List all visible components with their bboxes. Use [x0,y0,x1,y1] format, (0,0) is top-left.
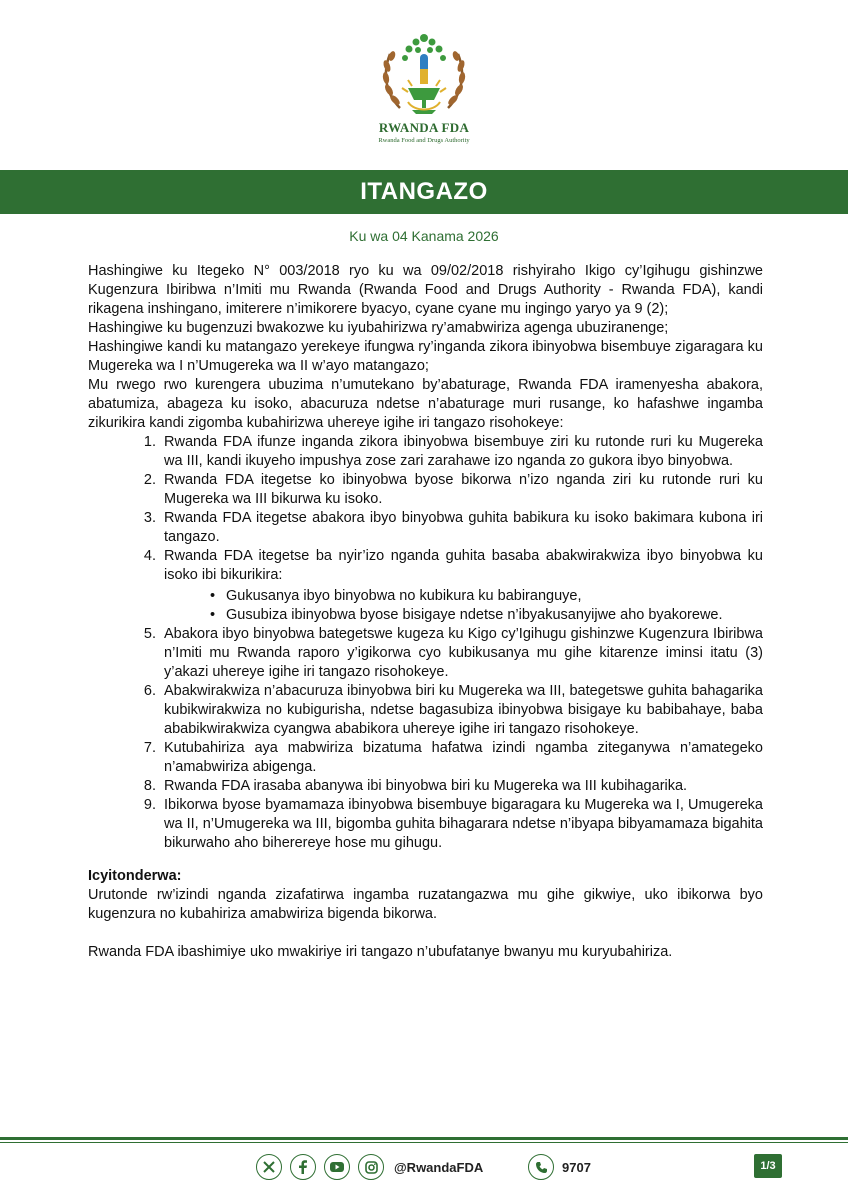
list-item-text: Rwanda FDA itegetse abakora ibyo binyobwa guhita babikura ku isoko bakimara kubona iri tangazo. [164,510,763,545]
measures-list [88,433,763,853]
list-item-text: Rwanda FDA ifunze inganda zikora ibinyobwa bisembuye ziri ku rutonde ruri ku Mugereka wa III, kandi ikuyeho impushya zose zari zarahawe izo nganda zo gukora ibyo binyobwa. [164,434,763,469]
preamble-paragraph: Hashingiwe ku Itegeko N° 003/2018 ryo ku wa 09/02/2018 rishyiraho Ikigo cy’Igihugu gishinzwe Kugenzura Ibiribwa n’Imiti mu Rwanda (Rwanda Food and Drugs Authority - Rwanda FDA), kandi rikagena inshingano, imiterere n’imikorere byacyo, cyane cyane mu ingingo yaryo ya 9 (2); [88,263,763,317]
list-item [160,625,763,682]
note-text: Urutonde rw’izindi nganda zizafatirwa ingamba ruzatangazwa mu gihe gikwiye, uko ibikorwa byo kugenzura no kubahiriza amabwiriza bigenda bikorwa. [88,887,763,922]
preamble-paragraph: Hashingiwe kandi ku matangazo yerekeye ifungwa ry’inganda zikora ibinyobwa bisembuye zigaragara ku Mugereka wa I n’Umugereka wa II w’ayo matangazo; [88,339,763,374]
footer-divider [0,1137,848,1140]
org-name: RWANDA FDA [378,120,470,135]
page-number: 1/3 [754,1154,782,1178]
closing-text: Rwanda FDA ibashimiye uko mwakiriye iri tangazo n’ubufatanye bwanyu mu kuryubahiriza. [88,944,673,960]
announcement-date: Ku wa 04 Kanama 2026 [349,228,499,244]
hotline-number[interactable]: 9707 [562,1159,591,1175]
list-item-text: Rwanda FDA itegetse ko ibinyobwa byose bikorwa n’izo nganda ziri ku rutonde ruri ku Mugereka wa III bikurwa ku isoko. [164,472,763,507]
footer [0,1150,848,1190]
list-item-text: Ibikorwa byose byamamaza ibinyobwa bisembuye bigaragara ku Mugereka wa I, Umugereka wa II, n’Umugereka wa III, bigomba guhita bihagarara ndetse n’ibyapa bibyamamaza bigahita bikurwaho aho biherereye hose mu gihugu. [164,797,763,851]
list-item [160,433,763,471]
preamble-paragraph: Hashingiwe ku bugenzuzi bwakozwe ku iyubahirizwa ry’amabwiriza agenga ubuziranenge; [88,320,669,336]
instagram-icon[interactable] [358,1154,384,1180]
list-item [160,796,763,853]
org-full-name: Rwanda Food and Drugs Authority [378,137,470,144]
list-item-text: Abakwirakwiza n’abacuruza ibinyobwa biri ku Mugereka wa III, bategetswe guhita bahagarika kubikwirakwiza no kubigurisha, ndetse bagasubiza ibinyobwa bisigaye ku babibahaye, baba ababikwirakwiza cyangwa ababikora uhereye igihe iri tangazo risohokeye. [164,683,763,737]
list-item [160,509,763,547]
list-item [160,547,763,625]
list-item-text: Rwanda FDA itegetse ba nyir’izo nganda guhita basaba abakwirakwiza ibyo binyobwa ku isoko ibi bikurikira: [164,548,763,583]
title-banner [0,170,848,214]
sub-list-item: • Gukusanya ibyo binyobwa no kubikura ku babiranguye, [206,587,763,606]
phone-icon[interactable] [528,1154,554,1180]
list-item [160,471,763,509]
youtube-icon[interactable] [324,1154,350,1180]
sub-list [164,587,763,625]
announcement-body [88,262,763,962]
list-item [160,682,763,739]
list-item-text: Kutubahiriza aya mabwiriza bizatuma hafatwa izindi ngamba ziteganywa n’amategeko n’amabwiriza abigenga. [164,740,763,775]
list-item [160,739,763,777]
list-item [160,777,763,796]
facebook-icon[interactable] [290,1154,316,1180]
sub-list-item: • Gusubiza ibinyobwa byose bisigaye ndetse n’ibyakusanyijwe aho byakorewe. [206,606,763,625]
social-links [256,1154,483,1180]
header-logo [0,30,848,148]
x-icon[interactable] [256,1154,282,1180]
note-heading: Icyitonderwa: [88,868,182,884]
list-item-text: Abakora ibyo binyobwa bategetswe kugeza ku Kigo cy’Igihugu gishinzwe Kugenzura Ibiribwa n’Imiti mu Rwanda raporo y’igikorwa cyo kubikusanya mu gihe kitarenze iminsi itatu (3) y’akazi uhereye igihe iri tangazo risohokeye. [164,626,763,680]
page-title: ITANGAZO [360,178,488,205]
social-handle[interactable]: @RwandaFDA [394,1159,484,1175]
list-item-text: Rwanda FDA irasaba abanywa ibi binyobwa biri ku Mugereka wa III kubihagarika. [164,778,688,794]
footer-divider [0,1142,848,1143]
preamble-paragraph: Mu rwego rwo kurengera ubuzima n’umutekano by’abaturage, Rwanda FDA iramenyesha abakora, abatumiza, abageza ku isoko, abacuruza ndetse n’abaturage muri rusange, ko hafashwe ingamba zikurikira kandi zigomba kubahirizwa uhereye igihe iri tangazo risohokeye: [88,377,763,431]
rwanda-fda-emblem-icon [378,30,470,122]
hotline [528,1154,591,1180]
